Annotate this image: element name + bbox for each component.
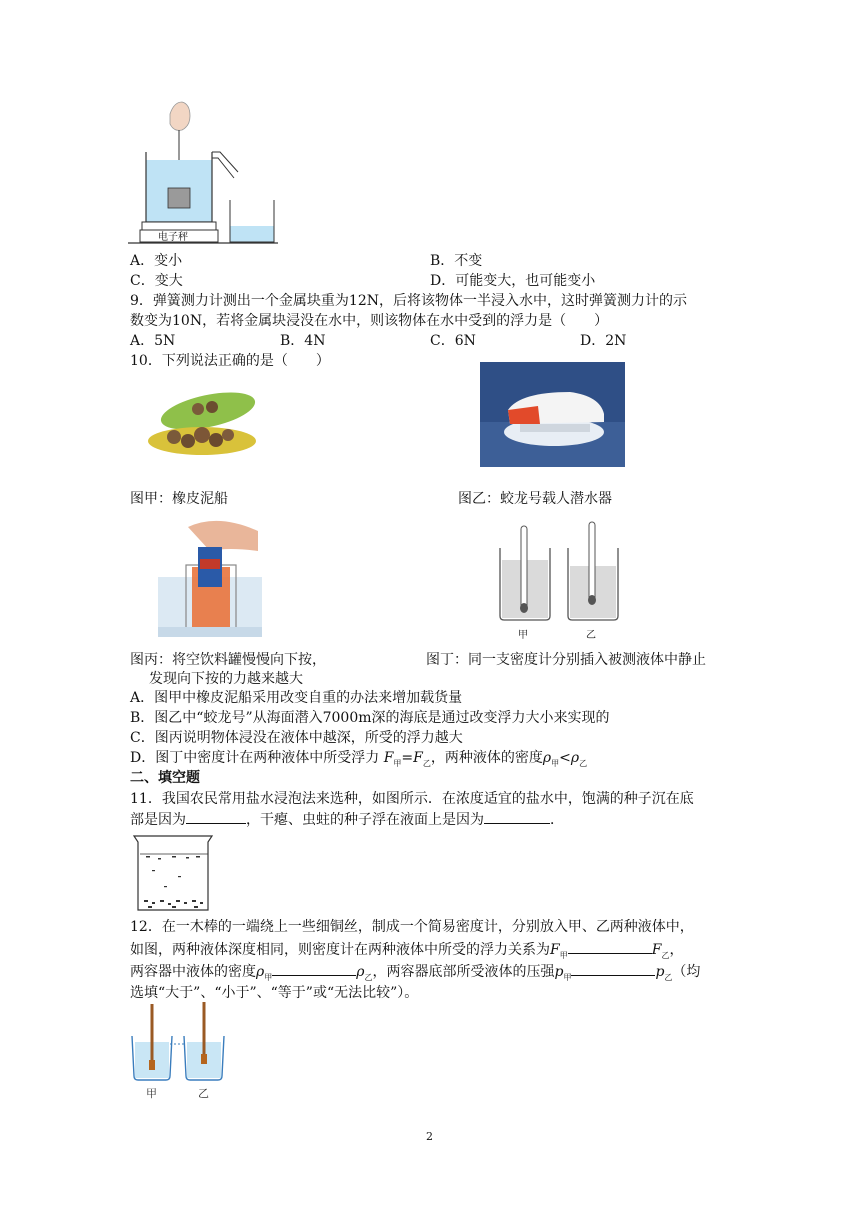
blank-4: [272, 962, 356, 976]
q8-option-d: D．可能变大，也可能变小: [430, 273, 596, 289]
force-symbol-2: F: [413, 750, 423, 766]
rho-symbol-2: ρ: [570, 750, 580, 766]
seed-soaking-image: [132, 834, 214, 914]
rho-symbol-q12: ρ: [256, 964, 265, 980]
blank-5: [571, 962, 655, 976]
q11-line2-c: ．: [550, 812, 564, 828]
q10-option-b: B．图乙中“蛟龙号”从海面潜入7000m深的海底是通过改变浮力大小来实现的: [130, 710, 610, 726]
q12-line1: 12．在一木棒的一端绕上一些细铜丝，制成一个简易密度计，分别放入甲、乙两种液体中，: [130, 919, 694, 935]
q12-line2: 如图，两种液体深度相同，则密度计在两种液体中所受的浮力关系为$F_甲$ $F_乙$，: [130, 942, 684, 960]
ding-label-yi: 乙: [586, 630, 596, 641]
force-symbol-q12-2: F: [651, 942, 662, 958]
q9-option-c: C．6N: [430, 333, 476, 349]
q12-sub-yi-2: 乙: [364, 972, 373, 982]
q12-sub-yi-3: 乙: [664, 972, 673, 982]
caption-ding: 图丁：同一支密度计分别插入被测液体中静止: [426, 652, 706, 668]
page-number: 2: [426, 1130, 433, 1143]
sub-yi: 乙: [422, 758, 431, 768]
caption-bing: 图丙：将空饮料罐慢慢向下按，: [130, 652, 326, 668]
pressure-symbol: p: [554, 964, 564, 980]
rho-symbol-q12-2: ρ: [356, 964, 365, 980]
q9-option-b: B．4N: [280, 333, 326, 349]
caption-bing-2: 发现向下按的力越来越大: [149, 671, 303, 687]
q11-line1: 11．我国农民常用盐水浸泡法来选种，如图所示．在浓度适宜的盐水中，饱满的种子沉在底: [130, 791, 694, 807]
sub-yi-2: 乙: [579, 758, 588, 768]
q10-option-c: C．图丙说明物体浸没在液体中越深，所受的浮力越大: [130, 730, 463, 746]
q10-option-d-text: D．图丁中密度计在两种液体中所受浮力: [130, 750, 380, 766]
q10-option-a: A．图甲中橡皮泥船采用改变自重的办法来增加载货量: [130, 690, 463, 706]
can-pressing-image: [158, 517, 262, 637]
q12-sub-jia-2: 甲: [264, 972, 273, 982]
q8-figure: [128, 100, 288, 246]
less-than-sign: <: [559, 750, 571, 766]
sub-jia: 甲: [393, 758, 402, 768]
q8-option-b: B．不变: [430, 253, 483, 269]
caption-jia: 图甲：橡皮泥船: [130, 491, 228, 507]
q12-line3-c: （均: [672, 964, 701, 980]
rho-symbol: ρ: [542, 750, 552, 766]
section-heading: 二、填空题: [130, 770, 200, 786]
caption-yi: 图乙：蛟龙号载人潜水器: [458, 491, 612, 507]
hydrometer-two-liquids-image: [494, 520, 634, 645]
ding-label-jia: 甲: [518, 630, 528, 641]
q9-option-d: D．2N: [580, 333, 627, 349]
q9-line2: 数变为10N，若将金属块浸没在水中，则该物体在水中受到的浮力是（ ）: [130, 313, 609, 329]
scale-label: 电子秤: [158, 232, 188, 243]
q12-line2-a: 如图，两种液体深度相同，则密度计在两种液体中所受的浮力关系为: [130, 942, 550, 958]
q12-label-yi: 乙: [198, 1087, 209, 1100]
q12-sub-yi: 乙: [661, 950, 670, 960]
q8-option-c: C．变大: [130, 273, 183, 289]
q11-line2: [130, 810, 564, 829]
sub-jia-2: 甲: [551, 758, 560, 768]
q10-option-d-mid: ，两种液体的密度: [430, 750, 543, 766]
q8-option-a: A．变小: [130, 253, 183, 269]
q10-stem: 10．下列说法正确的是（ ）: [130, 353, 330, 369]
blank-3: [568, 940, 652, 954]
q12-line3-b: ，两容器底部所受液体的压强: [372, 964, 555, 980]
q11-line2-a: 部是因为: [130, 812, 186, 828]
jiaolong-submersible-image: [480, 362, 625, 467]
pressure-symbol-2: p: [655, 964, 665, 980]
q12-label-jia: 甲: [146, 1087, 157, 1100]
q12-line4: 选填“大于”、“小于”、“等于”或“无法比较”）。: [130, 985, 419, 1001]
q11-line2-b: ，干瘪、虫蛀的种子浮在液面上是因为: [246, 812, 484, 828]
q9-line1: 9．弹簧测力计测出一个金属块重为12N，后将该物体一半浸入水中，这时弹簧测力计的示: [130, 293, 687, 309]
clay-boat-image: [140, 385, 260, 463]
force-symbol: F: [383, 750, 394, 766]
stick-hydrometer-image: [130, 1000, 230, 1104]
q12-line3-a: 两容器中液体的密度: [130, 964, 256, 980]
blank-2: [484, 810, 550, 824]
equals-sign: =: [401, 750, 414, 766]
q12-sub-jia-3: 甲: [563, 972, 572, 982]
q9-option-a: A．5N: [130, 333, 176, 349]
force-symbol-q12: F: [550, 942, 560, 958]
q12-sub-jia: 甲: [559, 950, 568, 960]
blank-1: [186, 810, 246, 824]
